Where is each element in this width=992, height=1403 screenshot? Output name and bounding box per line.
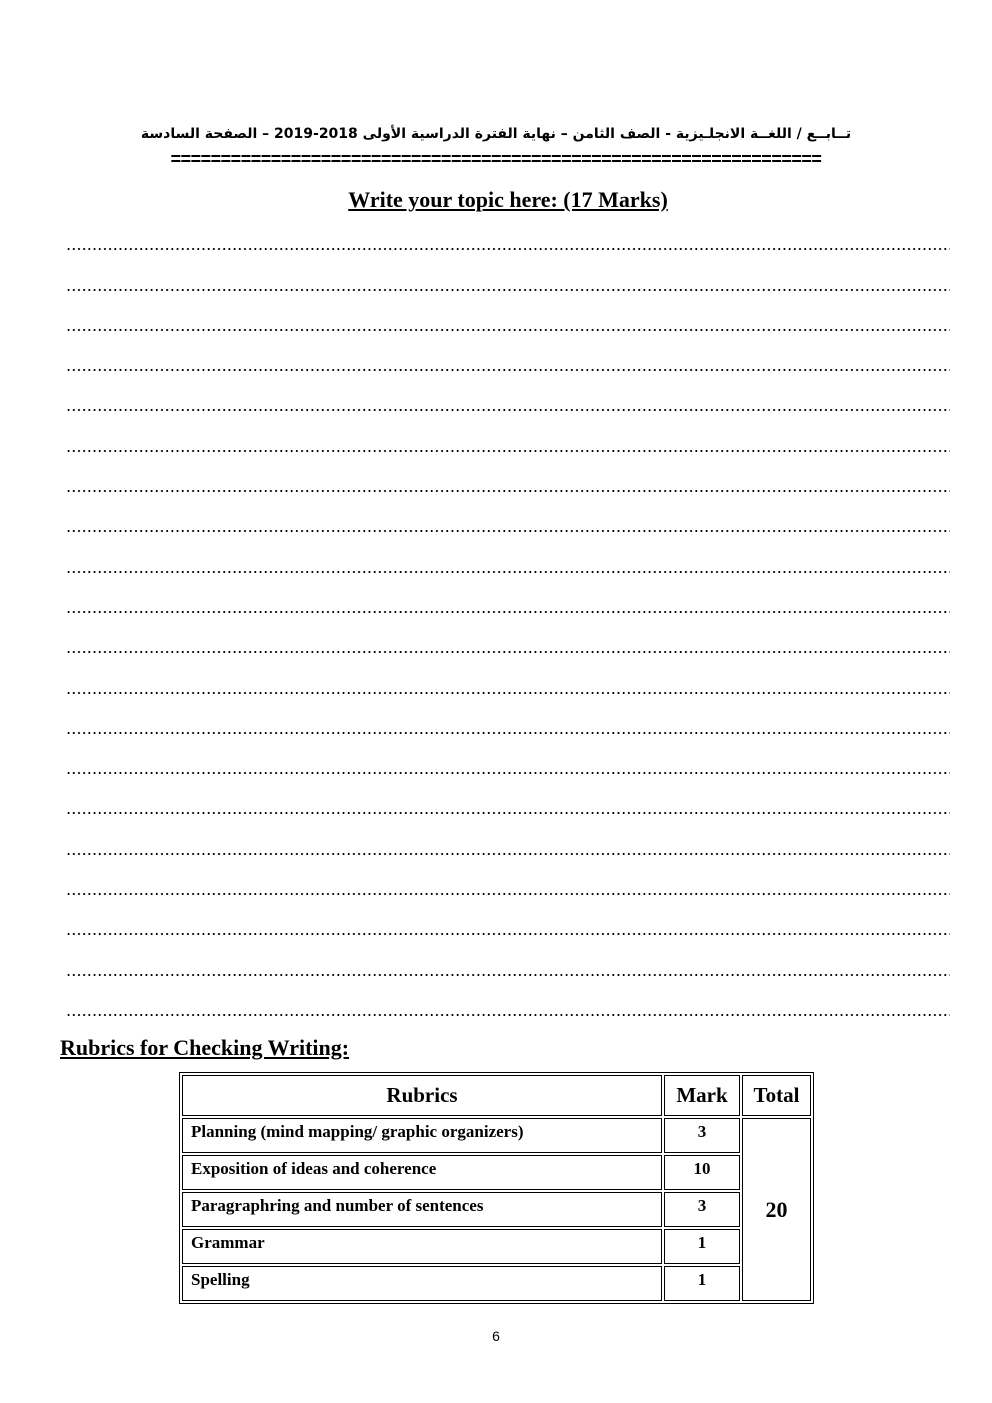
rubric-mark: 3 [664,1192,740,1227]
writing-line[interactable] [66,716,950,756]
rubric-mark: 10 [664,1155,740,1190]
rubric-criterion: Spelling [182,1266,662,1301]
column-header-total: Total [742,1075,811,1116]
rubrics-table [179,1072,814,1304]
rubric-criterion: Grammar [182,1229,662,1264]
writing-line[interactable] [66,554,950,594]
writing-topic-title: Write your topic here: (17 Marks) [348,187,668,212]
writing-line[interactable] [66,595,950,635]
rubric-total: 20 [742,1118,811,1301]
rubrics-header-row [182,1075,811,1116]
writing-line[interactable] [66,877,950,917]
writing-line[interactable] [66,474,950,514]
writing-line[interactable] [66,272,950,312]
header-separator: ================================================================= [170,149,822,169]
rubric-criterion: Planning (mind mapping/ graphic organizers) [182,1118,662,1153]
column-header-rubrics: Rubrics [182,1075,662,1116]
writing-line[interactable] [66,675,950,715]
writing-line[interactable] [66,514,950,554]
rubric-mark: 1 [664,1229,740,1264]
writing-line[interactable] [66,313,950,353]
table-row [182,1266,811,1301]
rubrics-heading: Rubrics for Checking Writing: [60,1035,350,1060]
rubric-criterion: Paragraphring and number of sentences [182,1192,662,1227]
page-header-arabic: تــابــع / اللغــة الانجلـيزية - الصف الثامن – نهاية الفترة الدراسية الأولى 2018-2019 – الصفحة السادسة [140,126,852,142]
writing-line[interactable] [66,353,950,393]
writing-line[interactable] [66,917,950,957]
writing-line[interactable] [66,836,950,876]
rubric-mark: 1 [664,1266,740,1301]
writing-line[interactable] [66,433,950,473]
table-row [182,1229,811,1264]
rubric-mark: 3 [664,1118,740,1153]
column-header-mark: Mark [664,1075,740,1116]
writing-line[interactable] [66,756,950,796]
writing-line[interactable] [66,635,950,675]
rubric-criterion: Exposition of ideas and coherence [182,1155,662,1190]
writing-lines [66,232,950,1038]
table-row [182,1192,811,1227]
page-number: 6 [492,1328,500,1344]
writing-line[interactable] [66,957,950,997]
writing-line[interactable] [66,998,950,1038]
writing-line[interactable] [66,232,950,272]
writing-line[interactable] [66,393,950,433]
table-row [182,1118,811,1153]
writing-line[interactable] [66,796,950,836]
table-row [182,1155,811,1190]
